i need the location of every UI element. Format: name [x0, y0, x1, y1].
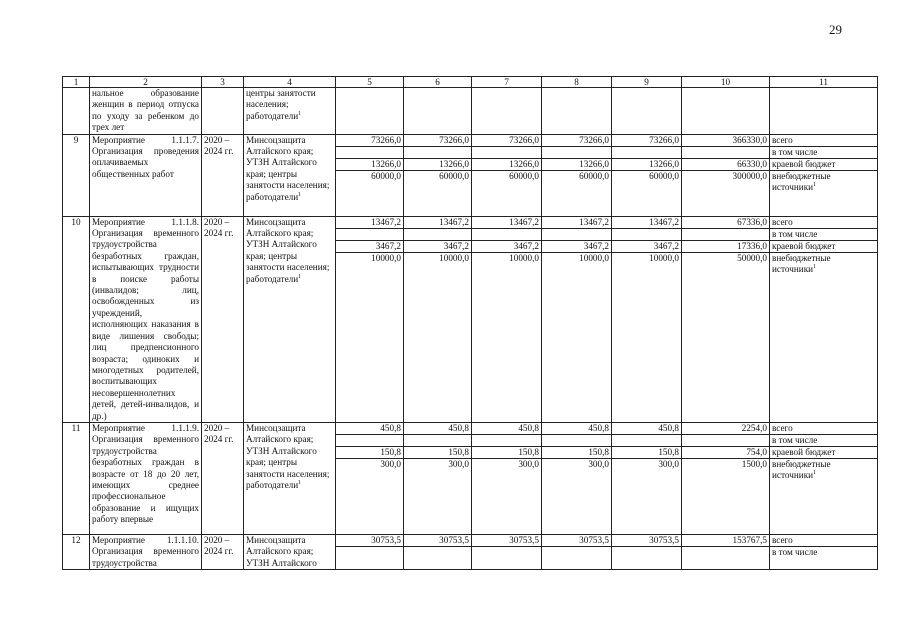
amount-value	[682, 147, 769, 159]
funding-source: всего	[770, 423, 877, 435]
amount-value: 10000,0	[579, 252, 609, 263]
amount-value	[542, 147, 611, 159]
amount-value: 300,0	[658, 458, 679, 469]
amount-cell	[472, 216, 542, 422]
budget-table	[62, 76, 878, 570]
executors-text: Минсоцзащита Алтайского края; УТЗН Алтайского края; центры занятости населения; работодатели	[246, 216, 330, 284]
period-cell	[202, 88, 244, 135]
amount-value	[404, 435, 471, 447]
amount-value: 150,8	[472, 447, 541, 459]
amount-cell	[472, 88, 542, 135]
amount-value: 450,8	[472, 423, 541, 435]
amount-value	[612, 147, 681, 159]
amount-cell	[612, 216, 682, 422]
event-description: нальное образование женщин в период отпуска по уходу за ребенком до трех лет	[90, 88, 202, 135]
amount-cell	[404, 134, 472, 216]
amount-value: 13266,0	[612, 159, 681, 171]
executors-cell	[244, 534, 336, 569]
funding-source: в том числе	[770, 435, 877, 447]
executors-text: Минсоцзащита Алтайского края; УТЗН Алтайского края; центры занятости населения; работодатели	[246, 134, 330, 202]
executors-cell	[244, 88, 336, 135]
column-number-cell: 5	[336, 77, 404, 88]
amount-value: 17336,0	[682, 241, 769, 253]
amount-cell	[682, 534, 770, 569]
amount-cell	[612, 422, 682, 534]
amount-value	[336, 229, 403, 241]
amount-value: 30753,5	[472, 535, 541, 547]
amount-value: 13266,0	[542, 159, 611, 171]
footnote-mark: 1	[298, 110, 302, 117]
amount-value: 10000,0	[509, 252, 539, 263]
amount-value	[612, 435, 681, 447]
amount-value: 73266,0	[612, 135, 681, 147]
amount-value: 30753,5	[542, 535, 611, 547]
amount-value: 50000,0	[737, 252, 767, 263]
amount-cell	[404, 216, 472, 422]
amount-value: 10000,0	[649, 252, 679, 263]
column-number-cell: 11	[770, 77, 878, 88]
footnote-mark: 1	[298, 273, 302, 280]
amount-cell	[542, 134, 612, 216]
footnote-mark: 1	[813, 470, 817, 477]
amount-value: 60000,0	[439, 170, 469, 181]
amount-value: 300,0	[588, 458, 609, 469]
column-number-cell: 4	[244, 77, 336, 88]
amount-value: 150,8	[404, 447, 471, 459]
amount-cell	[336, 534, 404, 569]
row-number: 12	[63, 534, 90, 569]
event-description: Мероприятие 1.1.1.8. Организация временного трудоустройства безработных граждан, испытывающих трудности в поиске работы (инвалидов; лиц, освобожденных из учреждений, исполняющих наказания в виде лишения свободы; лиц предпенсионного возраста; одиноких и многодетных родителей, воспитывающих несовершеннолетних детей, детей-инвалидов, и др.)	[90, 216, 202, 422]
amount-cell	[682, 134, 770, 216]
amount-value: 73266,0	[472, 135, 541, 147]
amount-value: 450,8	[612, 423, 681, 435]
funding-source: в том числе	[770, 229, 877, 241]
amount-value: 13266,0	[404, 159, 471, 171]
amount-cell	[542, 534, 612, 569]
amount-value	[404, 147, 471, 159]
funding-source-cell	[770, 422, 878, 534]
amount-value: 13266,0	[336, 159, 403, 171]
period-cell: 2020 – 2024 гг.	[202, 422, 244, 534]
event-description: Мероприятие 1.1.1.9. Организация временного трудоустройства безработных граждан в возрасте от 18 до 20 лет, имеющих среднее профессиональное образование и ищущих работу впервые	[90, 422, 202, 534]
table-row	[63, 216, 878, 422]
amount-value: 13467,2	[336, 217, 403, 229]
amount-value: 3467,2	[542, 241, 611, 253]
amount-cell	[682, 216, 770, 422]
funding-source-cell	[770, 88, 878, 135]
column-number-cell: 9	[612, 77, 682, 88]
amount-value: 73266,0	[336, 135, 403, 147]
amount-cell	[336, 216, 404, 422]
table-row	[63, 88, 878, 135]
amount-value	[404, 229, 471, 241]
amount-cell	[682, 88, 770, 135]
funding-source: краевой бюджет	[770, 159, 877, 171]
column-number-cell: 3	[202, 77, 244, 88]
amount-value: 366330,0	[682, 135, 769, 147]
amount-value: 13266,0	[472, 159, 541, 171]
event-description: Мероприятие 1.1.1.7. Организация проведения оплачиваемых общественных работ	[90, 134, 202, 216]
amount-cell	[472, 422, 542, 534]
amount-value: 73266,0	[404, 135, 471, 147]
amount-value: 450,8	[404, 423, 471, 435]
funding-source-cell	[770, 134, 878, 216]
executors-text: Минсоцзащита Алтайского края; УТЗН Алтайского	[246, 534, 317, 568]
executors-text: Минсоцзащита Алтайского края; УТЗН Алтайского края; центры занятости населения; работодатели	[246, 422, 330, 490]
footnote-mark: 1	[298, 479, 302, 486]
amount-cell	[404, 422, 472, 534]
funding-source: всего	[770, 217, 877, 229]
column-number-row	[63, 77, 878, 88]
executors-cell	[244, 216, 336, 422]
amount-value: 150,8	[336, 447, 403, 459]
event-description: Мероприятие 1.1.1.10. Организация временного трудоустройства	[90, 534, 202, 569]
amount-value	[682, 435, 769, 447]
amount-value: 3467,2	[404, 241, 471, 253]
amount-value: 300,0	[380, 458, 401, 469]
funding-source: всего	[770, 135, 877, 147]
amount-cell	[542, 216, 612, 422]
amount-value: 300000,0	[732, 170, 767, 181]
table-row	[63, 134, 878, 216]
amount-value: 60000,0	[509, 170, 539, 181]
amount-cell	[612, 88, 682, 135]
amount-value: 13467,2	[404, 217, 471, 229]
amount-cell	[472, 134, 542, 216]
row-number: 10	[63, 216, 90, 422]
row-number	[63, 88, 90, 135]
table-row	[63, 534, 878, 569]
funding-source: в том числе	[770, 147, 877, 159]
amount-cell	[336, 134, 404, 216]
amount-value: 150,8	[612, 447, 681, 459]
footnote-mark: 1	[813, 181, 817, 188]
amount-cell	[612, 134, 682, 216]
amount-value	[682, 229, 769, 241]
funding-source: внебюджетные источники	[772, 458, 831, 481]
footnote-mark: 1	[298, 191, 302, 198]
period-cell: 2020 – 2024 гг.	[202, 216, 244, 422]
amount-value: 60000,0	[649, 170, 679, 181]
amount-value: 13467,2	[542, 217, 611, 229]
amount-value: 67336,0	[682, 217, 769, 229]
amount-value: 150,8	[542, 447, 611, 459]
amount-cell	[404, 534, 472, 569]
amount-cell	[404, 88, 472, 135]
amount-value: 153767,5	[682, 535, 769, 547]
amount-value	[472, 229, 541, 241]
amount-value: 450,8	[542, 423, 611, 435]
amount-cell	[612, 534, 682, 569]
period-cell: 2020 – 2024 гг.	[202, 534, 244, 569]
amount-value: 60000,0	[579, 170, 609, 181]
funding-source-cell	[770, 216, 878, 422]
amount-value: 13467,2	[472, 217, 541, 229]
amount-value: 450,8	[336, 423, 403, 435]
amount-value	[612, 229, 681, 241]
amount-value: 30753,5	[612, 535, 681, 547]
amount-value: 300,0	[518, 458, 539, 469]
amount-cell	[336, 422, 404, 534]
amount-value: 2254,0	[682, 423, 769, 435]
column-number-cell: 1	[63, 77, 90, 88]
funding-source: внебюджетные источники	[772, 170, 831, 193]
amount-value: 30753,5	[336, 535, 403, 547]
amount-value	[472, 147, 541, 159]
amount-value: 3467,2	[336, 241, 403, 253]
column-number-cell: 8	[542, 77, 612, 88]
amount-value: 10000,0	[371, 252, 401, 263]
amount-value: 10000,0	[439, 252, 469, 263]
amount-value: 60000,0	[371, 170, 401, 181]
funding-source: краевой бюджет	[770, 447, 877, 459]
amount-value: 30753,5	[404, 535, 471, 547]
column-number-cell: 10	[682, 77, 770, 88]
amount-value: 3467,2	[472, 241, 541, 253]
column-number-cell: 6	[404, 77, 472, 88]
amount-value	[336, 435, 403, 447]
funding-source: краевой бюджет	[770, 241, 877, 253]
table-row	[63, 422, 878, 534]
amount-cell	[336, 88, 404, 135]
funding-source: в том числе	[772, 546, 818, 557]
page-number: 29	[829, 22, 842, 37]
amount-value	[472, 435, 541, 447]
period-cell: 2020 – 2024 гг.	[202, 134, 244, 216]
amount-cell	[682, 422, 770, 534]
funding-source-cell	[770, 534, 878, 569]
row-number: 11	[63, 422, 90, 534]
amount-cell	[472, 534, 542, 569]
amount-cell	[542, 88, 612, 135]
amount-value: 73266,0	[542, 135, 611, 147]
executors-cell	[244, 134, 336, 216]
amount-value: 754,0	[682, 447, 769, 459]
column-number-cell: 7	[472, 77, 542, 88]
row-number: 9	[63, 134, 90, 216]
funding-source: внебюджетные источники	[772, 252, 831, 275]
executors-text: центры занятости населения; работодатели	[246, 88, 316, 121]
amount-value: 300,0	[448, 458, 469, 469]
amount-value: 1500,0	[741, 458, 767, 469]
amount-value: 3467,2	[612, 241, 681, 253]
amount-value: 66330,0	[682, 159, 769, 171]
amount-value	[542, 435, 611, 447]
amount-value	[542, 229, 611, 241]
footnote-mark: 1	[813, 263, 817, 270]
funding-source: всего	[770, 535, 877, 547]
column-number-cell: 2	[90, 77, 202, 88]
executors-cell	[244, 422, 336, 534]
amount-cell	[542, 422, 612, 534]
amount-value	[336, 147, 403, 159]
amount-value: 13467,2	[612, 217, 681, 229]
